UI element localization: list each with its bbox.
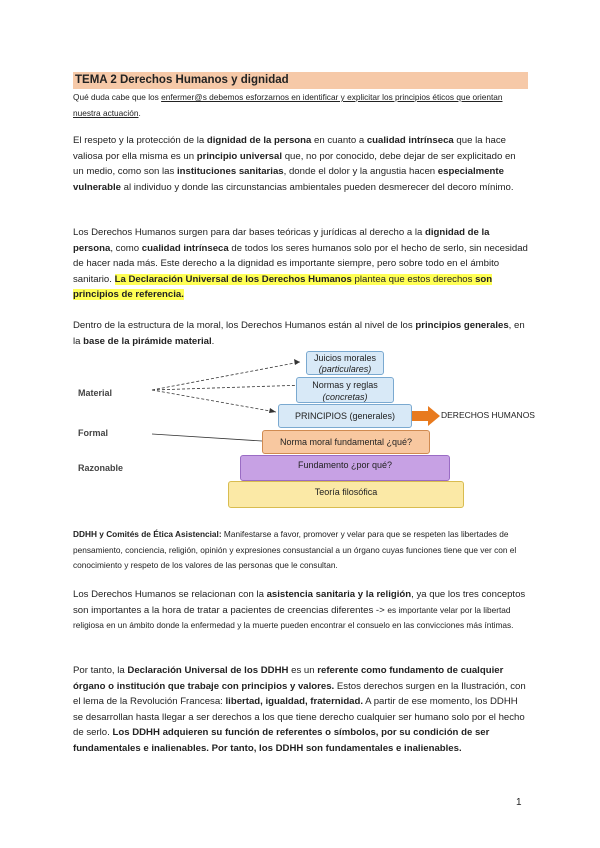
document-title: TEMA 2 Derechos Humanos y dignidad bbox=[73, 72, 528, 89]
highlighted-bold: son principios de referencia. bbox=[73, 273, 493, 301]
bold-text: cualidad intrínseca bbox=[141, 242, 229, 254]
label-formal: Formal bbox=[78, 428, 109, 438]
level-text: (concretas) bbox=[322, 392, 368, 402]
bold-text: especialmente vulnerable bbox=[73, 166, 504, 193]
bold-text: base de la pirámide material bbox=[83, 335, 212, 347]
bold-text: Declaración Universal de los DDHH bbox=[127, 665, 289, 676]
level-teoria: Teoría filosófica bbox=[228, 481, 464, 508]
page-number: 1 bbox=[516, 797, 522, 808]
text: Estos derechos surgen en la Ilustración, con el lema de la Revolución Francesa: bbox=[73, 680, 526, 708]
bold-text: Los DDHH adquieren su función de referentes o símbolos, por su condición de ser fundamentales e inalienables. Por tanto, los DDHH son fundamentales e inalienables. bbox=[73, 727, 490, 754]
text: Los Derechos Humanos surgen para dar bases teóricas y jurídicas al derecho a la bbox=[73, 227, 425, 238]
text: Dentro de la estructura de la moral, los Derechos Humanos están al nivel de los bbox=[73, 320, 416, 331]
text: de todos los seres humanos solo por el hecho de serlo, sin necesidad de hacer nada más. Este derecho a la dignidad es importante siempre, pero sobre todo en el ámbito sanitario. bbox=[73, 242, 528, 285]
paragraph-declaracion bbox=[73, 663, 528, 757]
level-normas bbox=[296, 377, 394, 403]
bold-text: DDHH y Comités de Ética Asistencial: bbox=[73, 529, 222, 539]
highlighted-text: plantea que estos derechos bbox=[351, 273, 476, 285]
bold-text: asistencia sanitaria y la religión bbox=[266, 589, 412, 600]
arrow-right-icon bbox=[412, 406, 442, 426]
text: Manifestarse a favor, promover y velar para que se respeten las libertades de pensamiento, conciencia, religión, opinión y expresiones consustancial a un órgano cuyas funciones tiene que ver con el conocimiento y respeto de los valores de las personas que le consultan. bbox=[73, 529, 517, 571]
level-norma-fundamental: Norma moral fundamental ¿qué? bbox=[262, 430, 430, 454]
bold-text: referente como fundamento de cualquier órgano o institución que trabaje con principios y valores. bbox=[73, 665, 504, 692]
level-text: Juicios morales bbox=[313, 353, 377, 363]
derechos-humanos-label: DERECHOS HUMANOS bbox=[441, 410, 535, 420]
text: , ya que los tres conceptos son importantes a la hora de tratar a pacientes de creencias diferentes -> bbox=[73, 589, 526, 616]
bold-text: cualidad intrínseca bbox=[366, 135, 454, 146]
text: es un bbox=[288, 665, 318, 676]
text: Por tanto, la bbox=[73, 665, 128, 676]
text: El respeto y la protección de la bbox=[73, 135, 207, 146]
text: , como bbox=[110, 242, 142, 254]
bold-text: libertad, igualdad, fraternidad. bbox=[225, 696, 364, 708]
label-razonable: Razonable bbox=[78, 463, 124, 473]
level-text: (particulares) bbox=[318, 364, 372, 374]
paragraph-comites bbox=[73, 527, 528, 574]
label-material: Material bbox=[78, 388, 113, 398]
bold-text: principios generales bbox=[415, 320, 509, 331]
level-fundamento: Fundamento ¿por qué? bbox=[240, 455, 450, 481]
intro-underlined: enfermer@s debemos esforzarnos en identificar y explicitar los principios éticos que orientan nuestra actuación bbox=[73, 92, 503, 118]
level-juicios bbox=[306, 351, 384, 375]
paragraph-religion bbox=[73, 587, 528, 634]
level-principios: PRINCIPIOS (generales) bbox=[278, 404, 412, 428]
text: A partir de ese momento, los DDHH se desarrollan hasta llegar a ser derechos a los que tiene derecho cualquier ser humano solo por el hecho de serlo. bbox=[73, 696, 525, 739]
text: , en la bbox=[73, 320, 525, 347]
bold-text: principio universal bbox=[196, 150, 283, 162]
bold-text: instituciones sanitarias bbox=[177, 166, 284, 178]
bold-text: dignidad de la persona bbox=[206, 135, 312, 146]
intro-end: . bbox=[138, 107, 141, 118]
text: , donde el dolor y la angustia hacen bbox=[283, 166, 438, 178]
text: que la hace valiosa por ella misma es un bbox=[73, 135, 507, 162]
text: . bbox=[211, 335, 215, 347]
text: en cuanto a bbox=[311, 135, 367, 146]
text: que, no por conocido, debe dejar de ser explicitado en un medio, como son las bbox=[73, 150, 516, 178]
small-text: es importante velar por la libertad religiosa en un ámbito donde la enfermedad y la muerte pueden encontrar el consuelo en las convicciones más íntimas. bbox=[73, 604, 514, 631]
highlighted-bold: La Declaración Universal de los Derechos Humanos bbox=[114, 273, 352, 285]
text: al individuo y donde las circunstancias ambientales pueden desmerecer del decoro mínimo. bbox=[121, 181, 514, 193]
bold-text: dignidad de la persona bbox=[73, 227, 490, 254]
intro-text: Qué duda cabe que los bbox=[73, 92, 162, 102]
text: Los Derechos Humanos se relacionan con la bbox=[73, 589, 267, 600]
level-text: Normas y reglas bbox=[312, 380, 378, 390]
